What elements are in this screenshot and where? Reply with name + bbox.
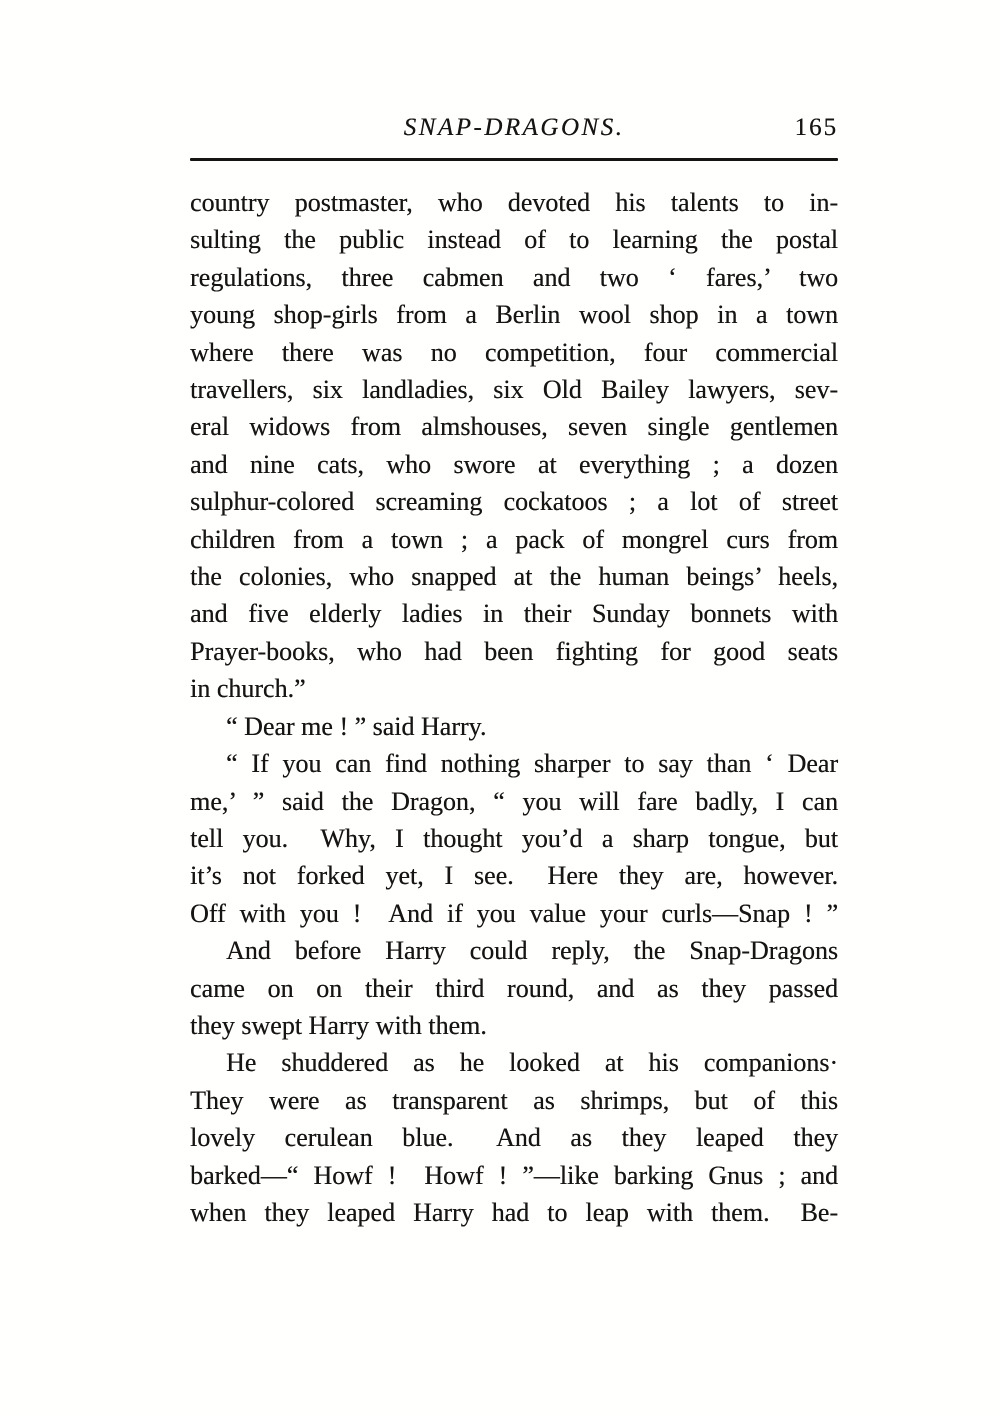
text-line: lovely cerulean blue. And as they leaped they	[190, 1123, 838, 1153]
text-line: eral widows from almshouses, seven single gentlemen	[190, 412, 838, 442]
header-rule	[190, 158, 838, 161]
page-number: 165	[794, 114, 838, 141]
text-line: young shop-girls from a Berlin wool shop in a town	[190, 300, 838, 330]
text-line: me,’ ” said the Dragon, “ you will fare badly, I can	[190, 786, 838, 816]
text-line: in church.”	[190, 674, 306, 704]
text-line: “ Dear me ! ” said Harry.	[226, 711, 487, 741]
text-line: Off with you ! And if you value your curls—Snap ! ”	[190, 898, 838, 928]
text-line: they swept Harry with them.	[190, 1010, 487, 1040]
text-line: travellers, six landladies, six Old Bailey lawyers, sev-	[190, 375, 838, 405]
text-line: Prayer-books, who had been fighting for good seats	[190, 636, 838, 666]
text-line: sulphur-colored screaming cockatoos ; a lot of street	[190, 487, 838, 517]
text-line: And before Harry could reply, the Snap-Dragons	[226, 936, 838, 966]
text-line: came on on their third round, and as they passed	[190, 973, 838, 1003]
text-line: and nine cats, who swore at everything ; a dozen	[190, 449, 838, 479]
text-line: regulations, three cabmen and two ‘ fares,’ two	[190, 262, 838, 292]
text-line: “ If you can find nothing sharper to say than ‘ Dear	[226, 749, 838, 779]
text-line: barked—“ Howf ! Howf ! ”—like barking Gnus ; and	[190, 1160, 838, 1190]
text-line: and five elderly ladies in their Sunday bonnets with	[190, 599, 838, 629]
text-line: country postmaster, who devoted his talents to in-	[190, 188, 838, 217]
text-line: He shuddered as he looked at his companions·	[226, 1048, 838, 1078]
text-line: children from a town ; a pack of mongrel curs from	[190, 524, 838, 554]
text-line: tell you. Why, I thought you’d a sharp tongue, but	[190, 823, 838, 853]
text-line: the colonies, who snapped at the human beings’ heels,	[190, 562, 838, 592]
text-line: where there was no competition, four commercial	[190, 337, 838, 367]
page-content	[190, 112, 838, 1231]
text-line: sulting the public instead of to learning the postal	[190, 225, 838, 255]
running-header	[190, 112, 838, 146]
text-line: when they leaped Harry had to leap with them. Be-	[190, 1197, 838, 1227]
text-line: it’s not forked yet, I see. Here they are, however.	[190, 861, 838, 891]
page-body	[190, 184, 838, 1231]
text-line: They were as transparent as shrimps, but of this	[190, 1085, 838, 1115]
chapter-title: SNAP-DRAGONS.	[403, 114, 625, 141]
